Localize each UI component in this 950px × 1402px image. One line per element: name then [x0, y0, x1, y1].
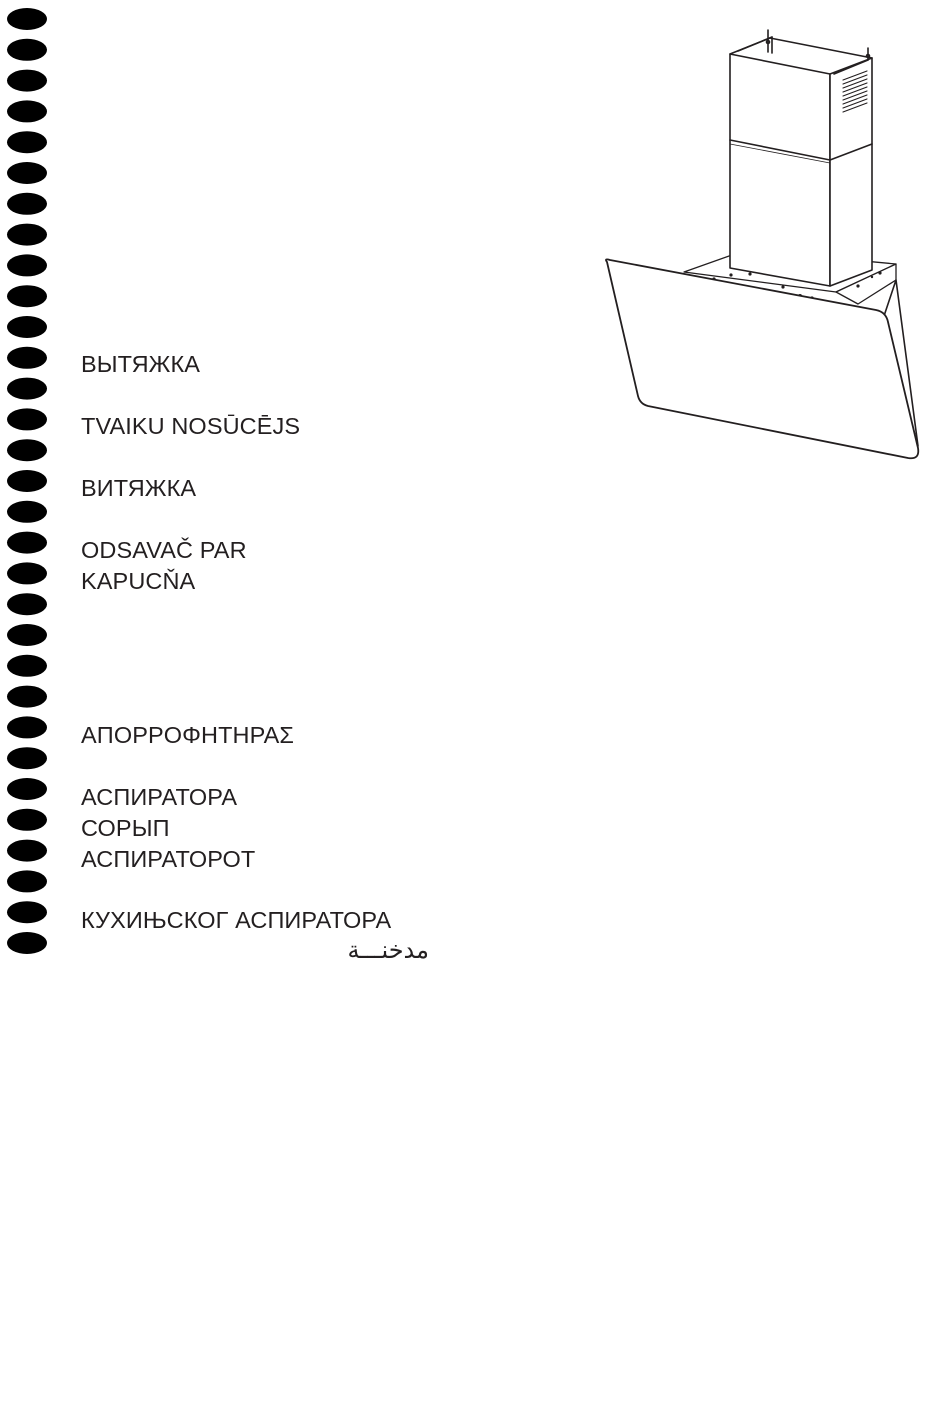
- binding-hole: [7, 593, 47, 615]
- binding-hole: [7, 716, 47, 738]
- binding-hole: [7, 193, 47, 215]
- binding-hole: [7, 131, 47, 153]
- title-ru: ВЫТЯЖКА: [81, 351, 201, 377]
- binding-hole: [7, 70, 47, 92]
- binding-hole: [7, 254, 47, 276]
- binding-hole: [7, 8, 47, 30]
- binding-hole: [7, 747, 47, 769]
- binding-hole: [7, 532, 47, 554]
- binding-hole: [7, 932, 47, 954]
- binding-hole: [7, 162, 47, 184]
- binding-hole: [7, 347, 47, 369]
- binding-hole: [7, 870, 47, 892]
- title-uk: ВИТЯЖКА: [81, 475, 197, 501]
- title-bg: АСПИРАТОРА: [81, 784, 238, 810]
- title-list: [81, 0, 481, 1000]
- cooker-hood-illustration: [600, 26, 925, 462]
- binding-hole: [7, 624, 47, 646]
- title-ar: مدخنـــة: [347, 936, 429, 964]
- binding-hole: [7, 655, 47, 677]
- title-sk: ODSAVAČ PAR: [81, 537, 247, 563]
- binding-hole: [7, 408, 47, 430]
- binding-holes: [6, 6, 50, 966]
- title-kk: СОРЫП: [81, 815, 170, 841]
- title-lv: TVAIKU NOSŪCĒJS: [81, 413, 301, 439]
- binding-hole: [7, 39, 47, 61]
- binding-hole: [7, 378, 47, 400]
- binding-hole: [7, 470, 47, 492]
- binding-hole: [7, 778, 47, 800]
- binding-hole: [7, 901, 47, 923]
- title-cs: KAPUCŇA: [81, 568, 196, 594]
- binding-hole: [7, 439, 47, 461]
- binding-hole: [7, 562, 47, 584]
- binding-hole: [7, 100, 47, 122]
- binding-hole: [7, 686, 47, 708]
- binding-hole: [7, 840, 47, 862]
- title-sr: КУХИЊСКОГ АСПИРАТОРА: [81, 907, 392, 933]
- title-mk: АСПИРАТОРОТ: [81, 846, 256, 872]
- title-el: ΑΠΟΡΡΟΦΗΤΗΡΑΣ: [81, 722, 295, 748]
- binding-hole: [7, 316, 47, 338]
- binding-hole: [7, 224, 47, 246]
- binding-hole: [7, 285, 47, 307]
- binding-hole: [7, 809, 47, 831]
- binding-hole: [7, 501, 47, 523]
